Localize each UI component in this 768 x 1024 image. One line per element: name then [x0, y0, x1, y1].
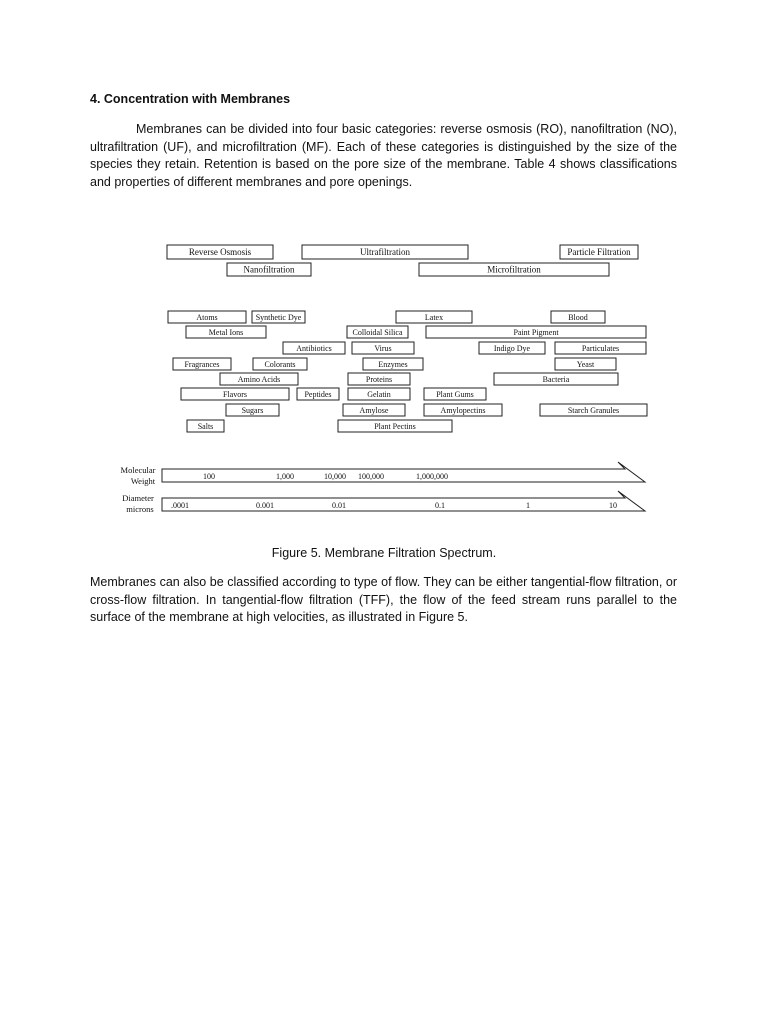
- svg-text:Microfiltration: Microfiltration: [487, 264, 541, 275]
- process-box-particle-filtration: [560, 245, 638, 259]
- svg-text:Virus: Virus: [374, 344, 392, 353]
- process-box-nanofiltration: [227, 263, 311, 276]
- species-box-paint-pigment: [426, 326, 646, 338]
- species-box-bacteria: [494, 373, 618, 385]
- svg-text:Paint Pigment: Paint Pigment: [513, 328, 559, 337]
- mw-tick-label: 100,000: [358, 472, 384, 481]
- svg-text:Metal Ions: Metal Ions: [208, 328, 244, 337]
- svg-text:Reverse Osmosis: Reverse Osmosis: [188, 247, 252, 257]
- svg-text:Particle Filtration: Particle Filtration: [567, 247, 631, 257]
- mw-axis-arrow: [162, 462, 645, 482]
- species-box-plant-pectins: [338, 420, 452, 432]
- svg-text:Synthetic Dye: Synthetic Dye: [255, 313, 302, 322]
- svg-text:Atoms: Atoms: [196, 313, 218, 322]
- species-box-synthetic-dye: [252, 311, 305, 323]
- svg-text:Amino Acids: Amino Acids: [237, 375, 281, 384]
- diameter-tick-label: 10: [609, 501, 617, 510]
- svg-text:Gelatin: Gelatin: [367, 390, 391, 399]
- svg-text:Enzymes: Enzymes: [378, 360, 408, 369]
- membrane-filtration-spectrum-figure: [110, 240, 660, 530]
- mw-tick-label: 1,000: [276, 472, 294, 481]
- figure-caption: Figure 5. Membrane Filtration Spectrum.: [271, 546, 497, 560]
- species-box-antibiotics: [283, 342, 345, 354]
- diameter-tick-label: 1: [526, 501, 530, 510]
- svg-text:Bacteria: Bacteria: [542, 375, 570, 384]
- svg-text:Yeast: Yeast: [576, 360, 595, 369]
- species-box-peptides: [297, 388, 339, 400]
- svg-text:Colorants: Colorants: [264, 360, 296, 369]
- species-box-fragrances: [173, 358, 231, 370]
- species-box-particulates: [555, 342, 646, 354]
- mw-tick-label: 10,000: [324, 472, 346, 481]
- species-box-amylose: [343, 404, 405, 416]
- diameter-tick-label: 0.01: [332, 501, 346, 510]
- svg-text:Fragrances: Fragrances: [184, 360, 220, 369]
- diameter-axis-label-1: Diameter: [122, 493, 154, 503]
- svg-text:Salts: Salts: [197, 422, 214, 431]
- mw-axis-label-1: Molecular: [120, 465, 156, 475]
- svg-text:Ultrafiltration: Ultrafiltration: [360, 247, 410, 257]
- svg-text:Nanofiltration: Nanofiltration: [243, 264, 295, 275]
- spectrum-diagram: [110, 240, 660, 530]
- svg-text:Colloidal Silica: Colloidal Silica: [352, 328, 403, 337]
- svg-text:Peptides: Peptides: [304, 390, 332, 399]
- intro-paragraph: Membranes can be divided into four basic categories: reverse osmosis (RO), nanofiltration (NO), ultrafiltration (UF), and microfiltration (MF). Each of these categories is distinguished by the size of the species they retain. Retention is based on the pore size of the membrane. Table 4 shows classifications and properties of different membranes and pore openings.: [90, 122, 677, 189]
- species-box-amino-acids: [220, 373, 298, 385]
- diameter-axis-label-2: microns: [126, 504, 154, 514]
- svg-text:Plant Gums: Plant Gums: [436, 390, 474, 399]
- species-box-proteins: [348, 373, 410, 385]
- species-box-gelatin: [348, 388, 410, 400]
- species-box-colorants: [253, 358, 307, 370]
- species-box-blood: [551, 311, 605, 323]
- diameter-tick-label: .0001: [171, 501, 189, 510]
- svg-text:Antibiotics: Antibiotics: [296, 344, 332, 353]
- process-box-microfiltration: [419, 263, 609, 276]
- svg-text:Particulates: Particulates: [581, 344, 620, 353]
- process-box-reverse-osmosis: [167, 245, 273, 259]
- svg-text:Amylopectins: Amylopectins: [440, 406, 486, 415]
- mw-tick-label: 1,000,000: [416, 472, 448, 481]
- species-box-virus: [352, 342, 414, 354]
- diameter-tick-label: 0.1: [435, 501, 445, 510]
- species-box-plant-gums: [424, 388, 486, 400]
- process-box-ultrafiltration: [302, 245, 468, 259]
- svg-text:Sugars: Sugars: [241, 406, 264, 415]
- species-box-colloidal-silica: [347, 326, 408, 338]
- diameter-axis-arrow: [162, 491, 645, 511]
- species-box-salts: [187, 420, 224, 432]
- svg-text:Blood: Blood: [568, 313, 588, 322]
- svg-text:Proteins: Proteins: [365, 375, 393, 384]
- species-box-metal-ions: [186, 326, 266, 338]
- species-box-starch-granules: [540, 404, 647, 416]
- mw-tick-label: 100: [203, 472, 215, 481]
- species-box-sugars: [226, 404, 279, 416]
- species-box-atoms: [168, 311, 246, 323]
- species-box-latex: [396, 311, 472, 323]
- species-box-enzymes: [363, 358, 423, 370]
- svg-text:Latex: Latex: [424, 313, 444, 322]
- svg-text:Indigo Dye: Indigo Dye: [493, 344, 531, 353]
- svg-text:Amylose: Amylose: [359, 406, 389, 415]
- flow-paragraph: Membranes can also be classified according to type of flow. They can be either tangential-flow filtration, or cross-flow filtration. In tangential-flow filtration (TFF), the flow of the feed stream runs parallel to the surface of the membrane at high velocities, as illustrated in Figure 5.: [90, 575, 677, 624]
- species-box-amylopectins: [424, 404, 502, 416]
- svg-text:Flavors: Flavors: [223, 390, 247, 399]
- diameter-tick-label: 0.001: [256, 501, 274, 510]
- svg-text:Starch Granules: Starch Granules: [567, 406, 620, 415]
- species-box-yeast: [555, 358, 616, 370]
- species-box-indigo-dye: [479, 342, 545, 354]
- species-box-flavors: [181, 388, 289, 400]
- svg-text:Plant Pectins: Plant Pectins: [374, 422, 416, 431]
- mw-axis-label-2: Weight: [130, 476, 156, 486]
- section-heading: 4. Concentration with Membranes: [90, 92, 291, 106]
